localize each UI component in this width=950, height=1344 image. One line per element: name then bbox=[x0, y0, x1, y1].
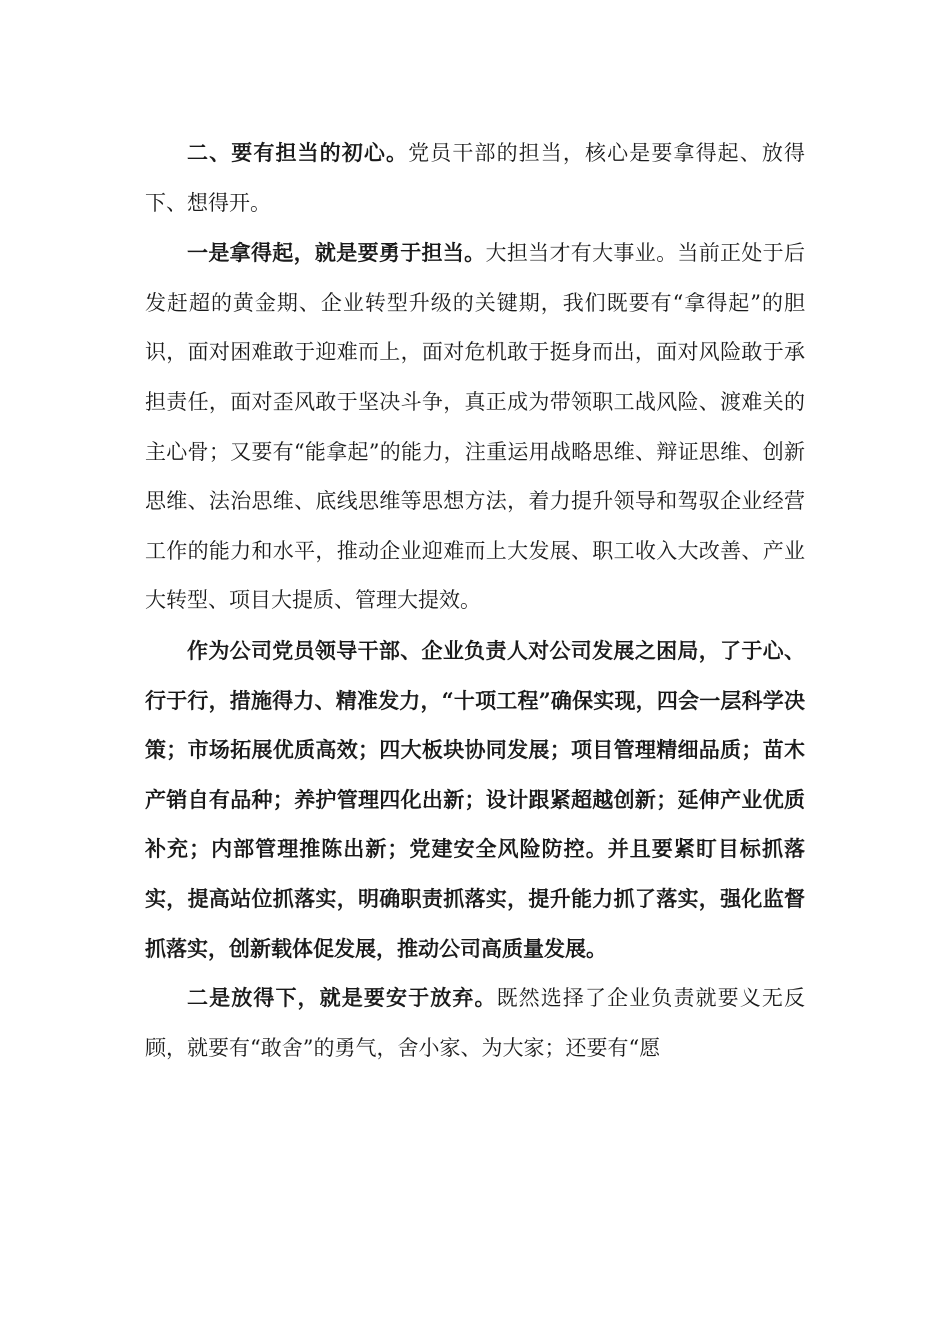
paragraph-ten-projects: 作为公司党员领导干部、企业负责人对公司发展之困局，了于心、行于行，措施得力、精准发力，“十项工程”确保实现，四会一层科学决策；市场拓展优质高效；四大板块协同发展；项目管理精细品质；苗木产销自有品种；养护管理四化出新；设计跟紧超越创新；延伸产业优质补充；内部管理推陈出新；党建安全风险防控。并且要紧盯目标抓落实，提高站位抓落实，明确职责抓落实，提升能力抓了落实，强化监督抓落实，创新载体促发展，推动公司高质量发展。 bbox=[145, 637, 805, 961]
paragraph-body: 既然选择了企业负责就要义无反顾，就要有“敢舍”的勇气，舍小家、为大家；还要有“愿 bbox=[145, 986, 806, 1060]
paragraph-heading: 二、要有担当的初心。 bbox=[187, 140, 409, 165]
paragraph-heading: 一是拿得起，就是要勇于担当。 bbox=[187, 240, 486, 266]
paragraph-pick-up bbox=[145, 228, 805, 626]
paragraph-initial-mission bbox=[145, 128, 805, 228]
paragraph-let-go bbox=[145, 973, 805, 1073]
document-page bbox=[145, 128, 805, 1073]
paragraph-heading: 二是放得下，就是要安于放弃。 bbox=[187, 985, 497, 1011]
paragraph-body: 大担当才有大事业。当前正处于后发赶超的黄金期、企业转型升级的关键期，我们既要有“拿得起”的胆识，面对困难敢于迎难而上，面对危机敢于挺身而出，面对风险敢于承担责任，面对歪风敢于坚决斗争，真正成为带领职工战风险、渡难关的主心骨；又要有“能拿起”的能力，注重运用战略思维、辩证思维、创新思维、法治思维、底线思维等思想方法，着力提升领导和驾驭企业经营工作的能力和水平，推动企业迎难而上大发展、职工收入大改善、产业大转型、项目大提质、管理大提效。 bbox=[145, 241, 805, 613]
paragraph-body: 党员干部的担当，核心是要拿得起、放得下、想得开。 bbox=[145, 141, 806, 215]
